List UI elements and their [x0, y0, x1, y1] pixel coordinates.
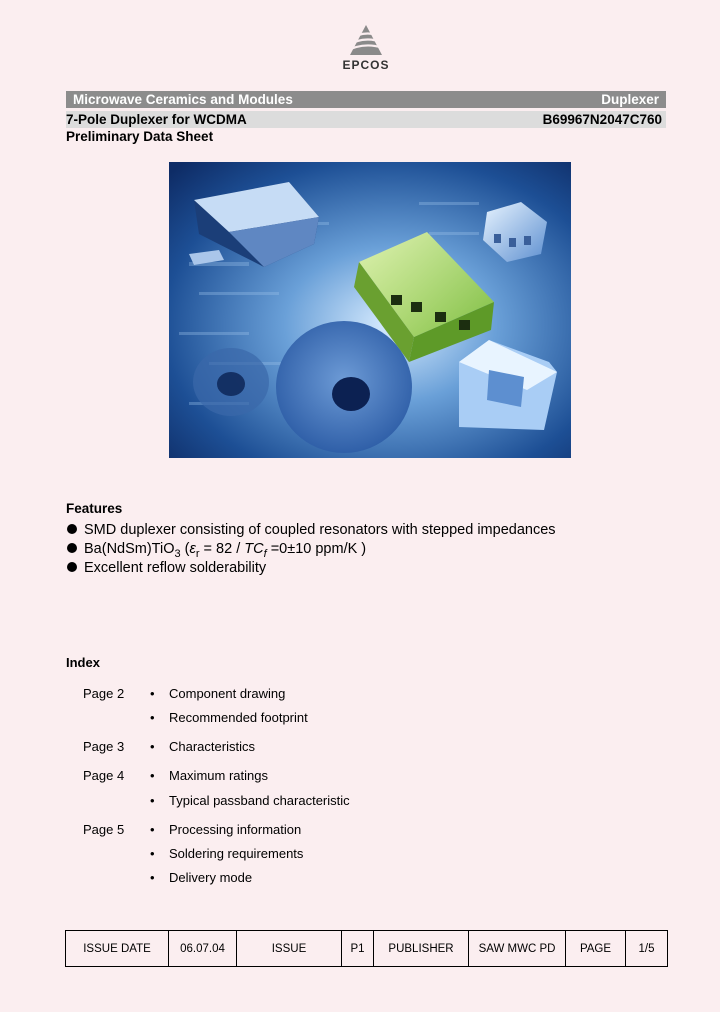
features-list [66, 521, 556, 578]
sheet-type: Preliminary Data Sheet [66, 129, 214, 144]
features-heading: Features [66, 501, 123, 516]
page-number: 1/5 [626, 931, 668, 967]
epcos-logo [336, 24, 396, 80]
issue-label: ISSUE [237, 931, 342, 967]
product-bar [66, 111, 666, 128]
list-item: SMD duplexer consisting of coupled resonators with stepped impedances [66, 521, 556, 540]
publisher-value: SAW MWC PD [469, 931, 566, 967]
page-label: PAGE [566, 931, 626, 967]
issue-value: P1 [342, 931, 374, 967]
issue-date: 06.07.04 [169, 931, 237, 967]
publisher-label: PUBLISHER [374, 931, 469, 967]
list-item: Ba(NdSm)TiO$_3$ ($\varepsilon_r = 82 / TC_f =0\pm 10$ ppm/K ) [66, 540, 556, 559]
product-type: Duplexer [601, 92, 659, 107]
category-bar [66, 91, 666, 108]
bullet-icon [67, 562, 77, 572]
footer-table [65, 930, 668, 967]
category-title: Microwave Ceramics and Modules [73, 92, 293, 107]
index-heading: Index [66, 655, 100, 670]
bullet-icon [67, 543, 77, 553]
bullet-icon [67, 524, 77, 534]
ceramic-components-photo [169, 162, 571, 458]
logo-brand-text: EPCOS [342, 58, 390, 72]
epcos-triangle-icon [344, 24, 388, 56]
list-item: Excellent reflow solderability [66, 559, 556, 578]
part-number: B69967N2047C760 [542, 112, 662, 127]
product-title: 7-Pole Duplexer for WCDMA [66, 112, 247, 127]
issue-date-label: ISSUE DATE [66, 931, 169, 967]
